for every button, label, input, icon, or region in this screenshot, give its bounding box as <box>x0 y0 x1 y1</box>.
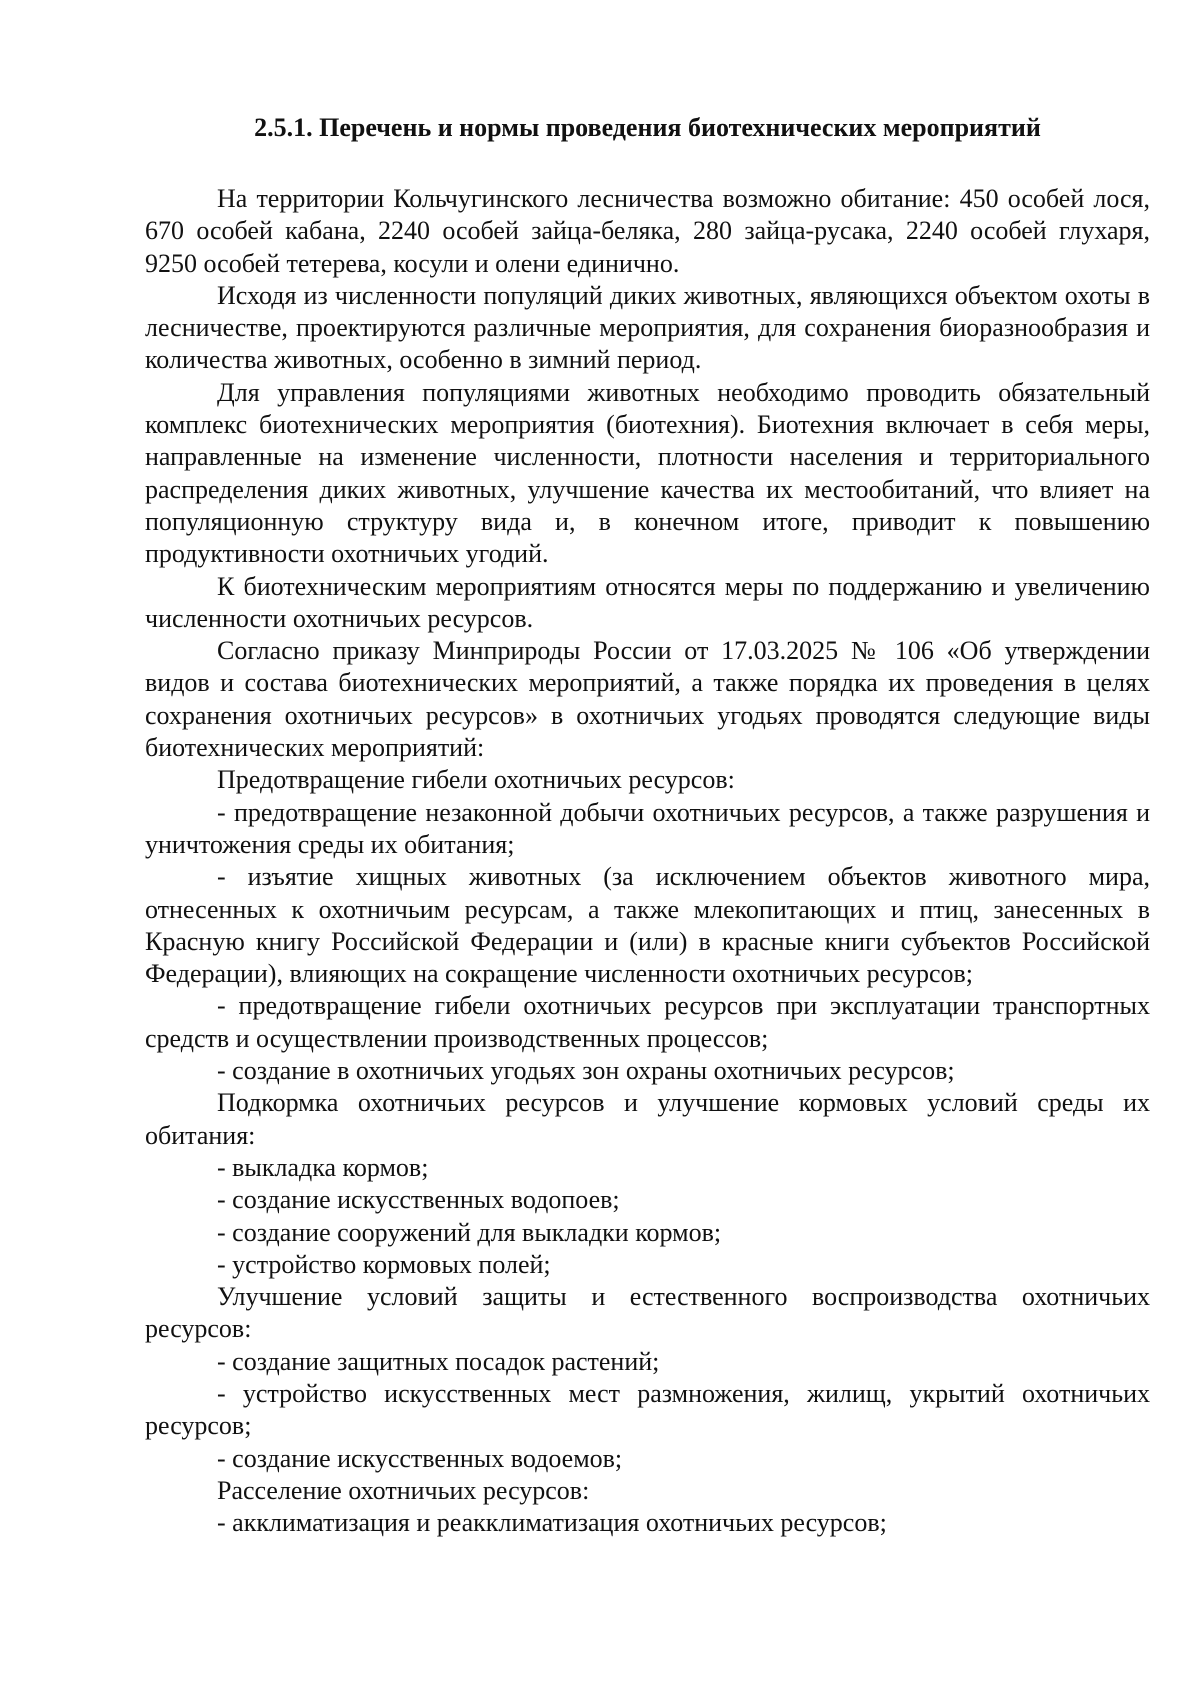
list-heading: Предотвращение гибели охотничьих ресурсов: <box>217 765 735 795</box>
list-item: - предотвращение незаконной добычи охотничьих ресурсов, а также разрушения и уничтожения среды их обитания; <box>145 797 1150 859</box>
body-paragraph: К биотехническим мероприятиям относятся меры по поддержанию и увеличению численности охотничьих ресурсов. <box>145 571 1150 633</box>
intro-paragraph: На территории Кольчугинского лесничества возможно обитание: 450 особей лося, 670 особей кабана, 2240 особей зайца-беляка, 280 зайца-русака, 2240 особей глухаря, 9250 особей тетерева, косули и олени единично. <box>145 184 1150 278</box>
list-item: - акклиматизация и реакклиматизация охотничьих ресурсов; <box>217 1508 887 1538</box>
list-item: - создание защитных посадок растений; <box>217 1346 660 1376</box>
list-item: - создание сооружений для выкладки кормов; <box>217 1217 722 1247</box>
list-heading: Улучшение условий защиты и естественного воспроизводства охотничьих ресурсов: <box>145 1282 1150 1344</box>
list-item: - выкладка кормов; <box>217 1152 429 1182</box>
body-paragraph: Исходя из численности популяций диких животных, являющихся объектом охоты в лесничестве, проектируются различные мероприятия, для сохранения биоразнообразия и количества животных, особенно в зимний период. <box>145 280 1150 375</box>
list-item: - создание в охотничьих угодьях зон охраны охотничьих ресурсов; <box>217 1056 955 1086</box>
list-item: - предотвращение гибели охотничьих ресурсов при эксплуатации транспортных средств и осуществлении производственных процессов; <box>145 991 1150 1053</box>
section-title: 2.5.1. Перечень и нормы проведения биотехнических мероприятий <box>254 113 1041 142</box>
list-item: - устройство искусственных мест размножения, жилищ, укрытий охотничьих ресурсов; <box>145 1378 1150 1441</box>
body-paragraph: Для управления популяциями животных необходимо проводить обязательный комплекс биотехнических мероприятия (биотехния). Биотехния включает в себя меры, направленные на изменение численности, плотности населения и территориального распределения диких животных, улучшение качества их местообитаний, что влияет на популяционную структуру вида и, в конечном итоге, приводит к повышению продуктивности охотничьих угодий. <box>145 377 1150 569</box>
list-heading: Подкормка охотничьих ресурсов и улучшение кормовых условий среды их обитания: <box>145 1088 1150 1150</box>
list-item: - устройство кормовых полей; <box>217 1249 551 1279</box>
list-item: - изъятие хищных животных (за исключением объектов животного мира, отнесенных к охотничьим ресурсам, а также млекопитающих и птиц, занесенных в Красную книгу Российской Федерации и (или) в красные книги субъектов Российской Федерации), влияющих на сокращение численности охотничьих ресурсов; <box>145 862 1150 989</box>
list-item: - создание искусственных водоемов; <box>217 1443 623 1473</box>
document-body <box>145 183 1150 1539</box>
body-paragraph: Согласно приказу Минприроды России от 17.03.2025 № 106 «Об утверждении видов и состава биотехнических мероприятий, а также порядка их проведения в целях сохранения охотничьих ресурсов» в охотничьих угодьях проводятся следующие виды биотехнических мероприятий: <box>145 636 1150 763</box>
list-item: - создание искусственных водопоев; <box>217 1185 620 1215</box>
list-heading: Расселение охотничьих ресурсов: <box>217 1475 590 1505</box>
